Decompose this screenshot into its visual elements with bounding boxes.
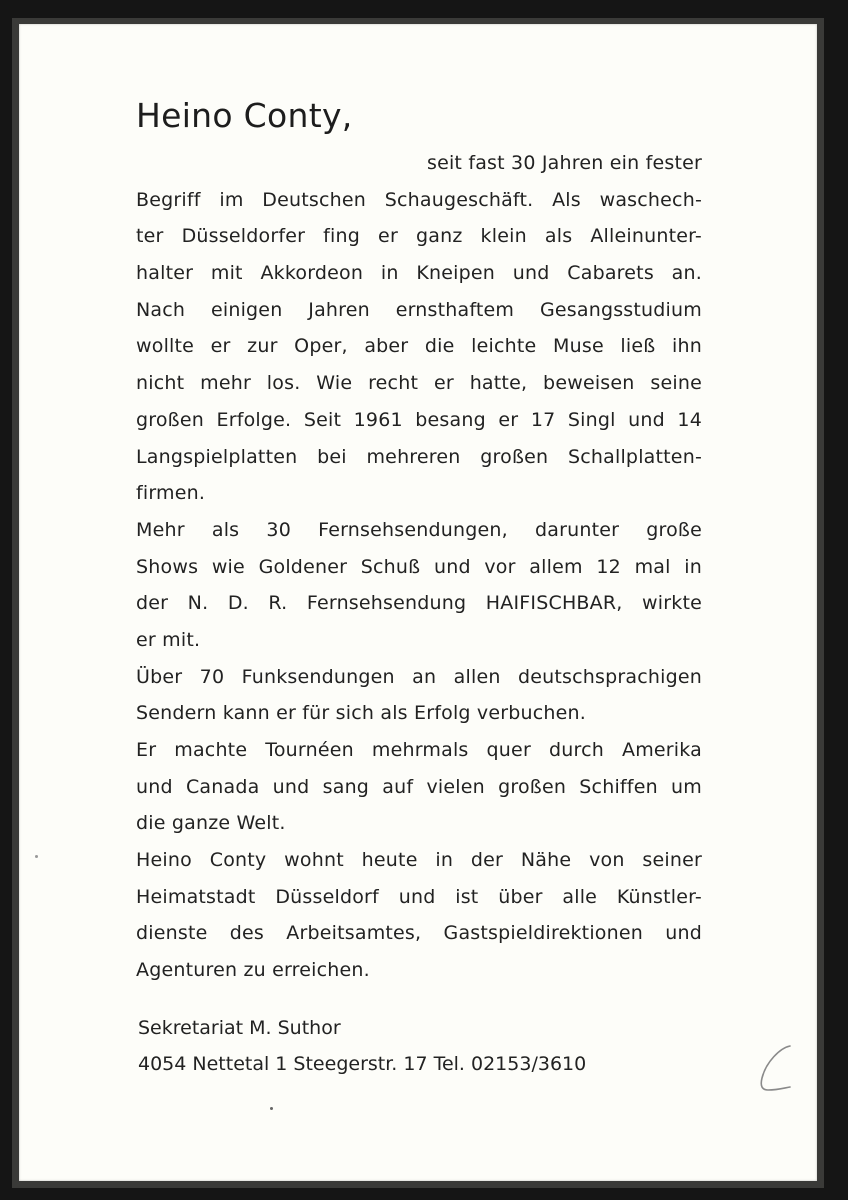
text-line: Er machte Tournéen mehrmals quer durch Amerika — [136, 739, 702, 761]
text-line: Über 70 Funksendungen an allen deutschsprachigen — [136, 665, 702, 688]
document-body — [136, 145, 702, 989]
speck — [270, 1107, 273, 1110]
contact-secretariat: Sekretariat M. Suthor — [138, 1017, 341, 1039]
text-line: halter mit Akkordeon in Kneipen und Cabarets an. — [136, 262, 702, 285]
text-line: Sendern kann er für sich als Erfolg verbuchen. — [136, 702, 587, 725]
text-line: seit fast 30 Jahren ein fester — [426, 152, 702, 174]
text-line: Nach einigen Jahren ernsthaftem Gesangsstudium — [136, 298, 702, 321]
text-line: er mit. — [136, 628, 201, 651]
text-line: Heimatstadt Düsseldorf und ist über alle Künstler- — [136, 885, 702, 908]
text-line: der N. D. R. Fernsehsendung HAIFISCHBAR, wirkte — [136, 592, 702, 615]
text-line: die ganze Welt. — [136, 812, 286, 835]
text-line: Begriff im Deutschen Schaugeschäft. Als waschech- — [136, 188, 702, 211]
text-line: Mehr als 30 Fernsehsendungen, darunter große — [136, 518, 702, 541]
text-line: Langspielplatten bei mehreren großen Schallplatten- — [136, 445, 702, 468]
document-title: Heino Conty, — [136, 96, 353, 135]
speck — [35, 855, 38, 858]
text-line: nicht mehr los. Wie recht er hatte, beweisen seine — [136, 372, 702, 395]
handwritten-mark — [752, 1040, 802, 1096]
text-line: Agenturen zu erreichen. — [136, 959, 370, 982]
contact-block — [138, 1010, 586, 1082]
contact-address: 4054 Nettetal 1 Steegerstr. 17 Tel. 02153/3610 — [138, 1053, 587, 1075]
text-line: wollte er zur Oper, aber die leichte Muse ließ ihn — [136, 335, 702, 358]
text-line: Heino Conty wohnt heute in der Nähe von seiner — [136, 849, 702, 872]
text-line: dienste des Arbeitsamtes, Gastspieldirektionen und — [136, 922, 702, 945]
text-line: firmen. — [136, 482, 206, 505]
text-line: ter Düsseldorfer fing er ganz klein als Alleinunter- — [136, 225, 702, 248]
text-line: großen Erfolge. Seit 1961 besang er 17 Singl und 14 — [136, 408, 702, 431]
text-line: und Canada und sang auf vielen großen Schiffen um — [136, 775, 702, 798]
text-line: Shows wie Goldener Schuß und vor allem 12 mal in — [136, 555, 702, 578]
